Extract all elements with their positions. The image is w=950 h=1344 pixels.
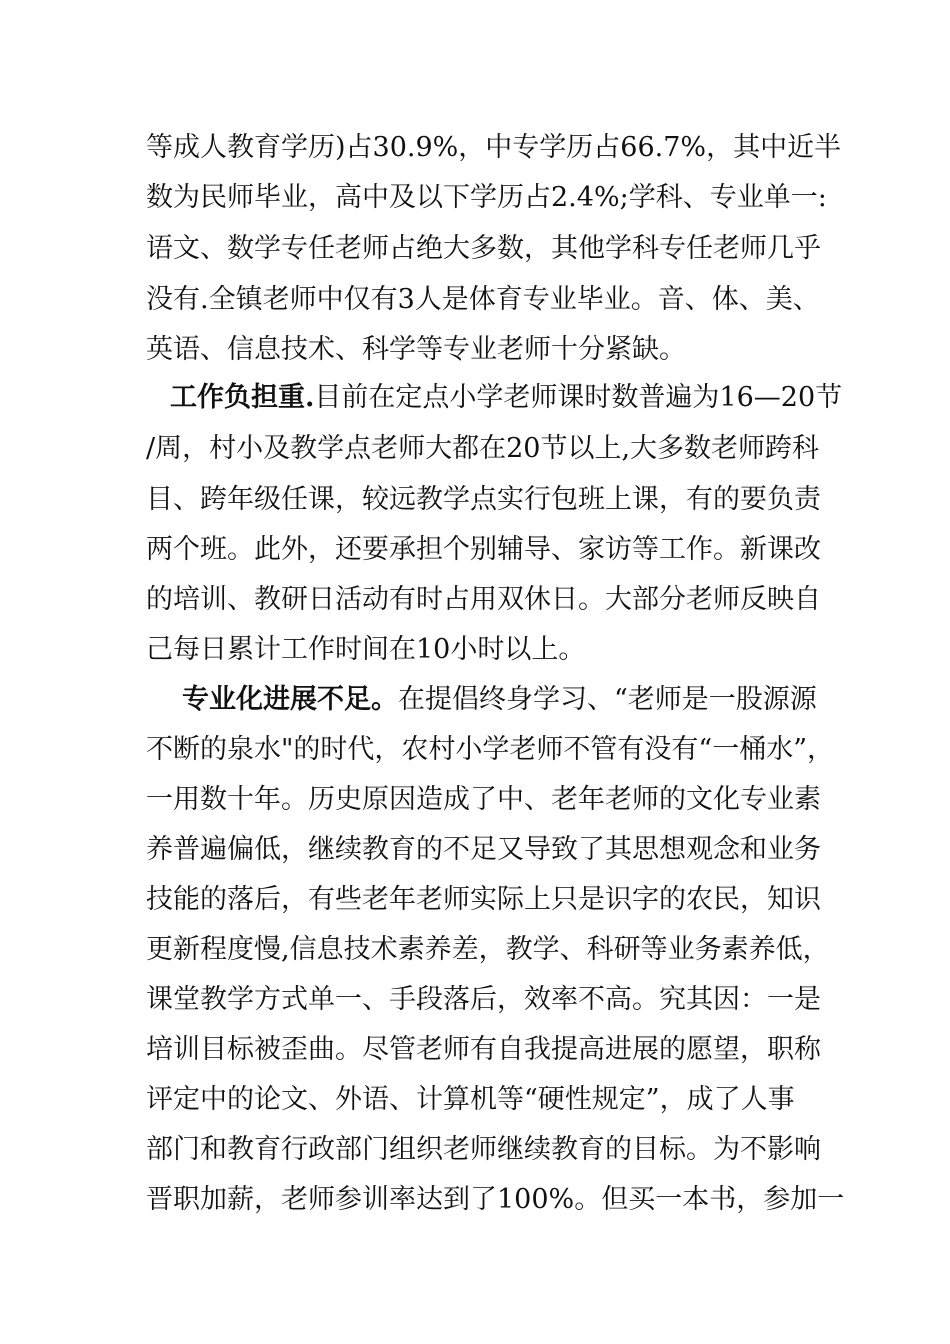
text-line-9: 两个班。此外，还要承担个别辅导、家访等工作。新课改 [146, 534, 821, 565]
text-line-16: 技能的落后，有些老年老师实际上只是识字的农民，知识 [146, 884, 821, 915]
text-line-13: 不断的泉水"的时代，农村小学老师不管有没有“一桶水”， [146, 734, 835, 765]
text-line-10: 的培训、教研日活动有时占用双休日。大部分老师反映自 [146, 584, 821, 615]
text-line-5: 英语、信息技术、科学等专业老师十分紧缺。 [146, 334, 686, 365]
heading-workload: 工作负担重. [170, 382, 315, 413]
heading-professional: 专业化进展不足。 [182, 684, 398, 715]
text-line-11: 己每日累计工作时间在10小时以上。 [146, 634, 586, 665]
text-line-4: 没有.全镇老师中仅有3人是体育专业毕业。音、体、美、 [146, 284, 820, 315]
text-line-17: 更新程度慢,信息技术素养差，教学、科研等业务素养低， [146, 934, 830, 965]
text-line-1: 等成人教育学历)占30.9%，中专学历占66.7%，其中近半 [146, 132, 842, 163]
paragraph-heading-workload [170, 378, 842, 418]
text-line-20: 评定中的论文、外语、计算机等“硬性规定”，成了人事 [146, 1084, 795, 1115]
text-line-21: 部门和教育行政部门组织老师继续教育的目标。为不影响 [146, 1134, 821, 1165]
text-line-22: 晋职加薪，老师参训率达到了100%。但买一本书，参加一 [146, 1184, 845, 1215]
text-line-19: 培训目标被歪曲。尽管老师有自我提高进展的愿望，职称 [146, 1034, 821, 1065]
text-line-6: 目前在定点小学老师课时数普遍为16—20节 [314, 382, 843, 413]
text-line-8: 目、跨年级任课，较远教学点实行包班上课，有的要负责 [146, 484, 821, 515]
text-line-2: 数为民师毕业，高中及以下学历占2.4%;学科、专业单一: [146, 182, 827, 213]
paragraph-heading-professional [182, 680, 817, 720]
text-line-14: 一用数十年。历史原因造成了中、老年老师的文化专业素 [146, 784, 821, 815]
text-line-15: 养普遍偏低，继续教育的不足又导致了其思想观念和业务 [146, 834, 821, 865]
text-line-3: 语文、数学专任老师占绝大多数，其他学科专任老师几乎 [146, 233, 821, 264]
text-line-12: 在提倡终身学习、“老师是一股源源 [398, 684, 817, 715]
text-line-18: 课堂教学方式单一、手段落后，效率不高。究其因：一是 [146, 984, 821, 1015]
text-line-7: /周，村小及教学点老师大都在20节以上,大多数老师跨科 [146, 433, 820, 464]
